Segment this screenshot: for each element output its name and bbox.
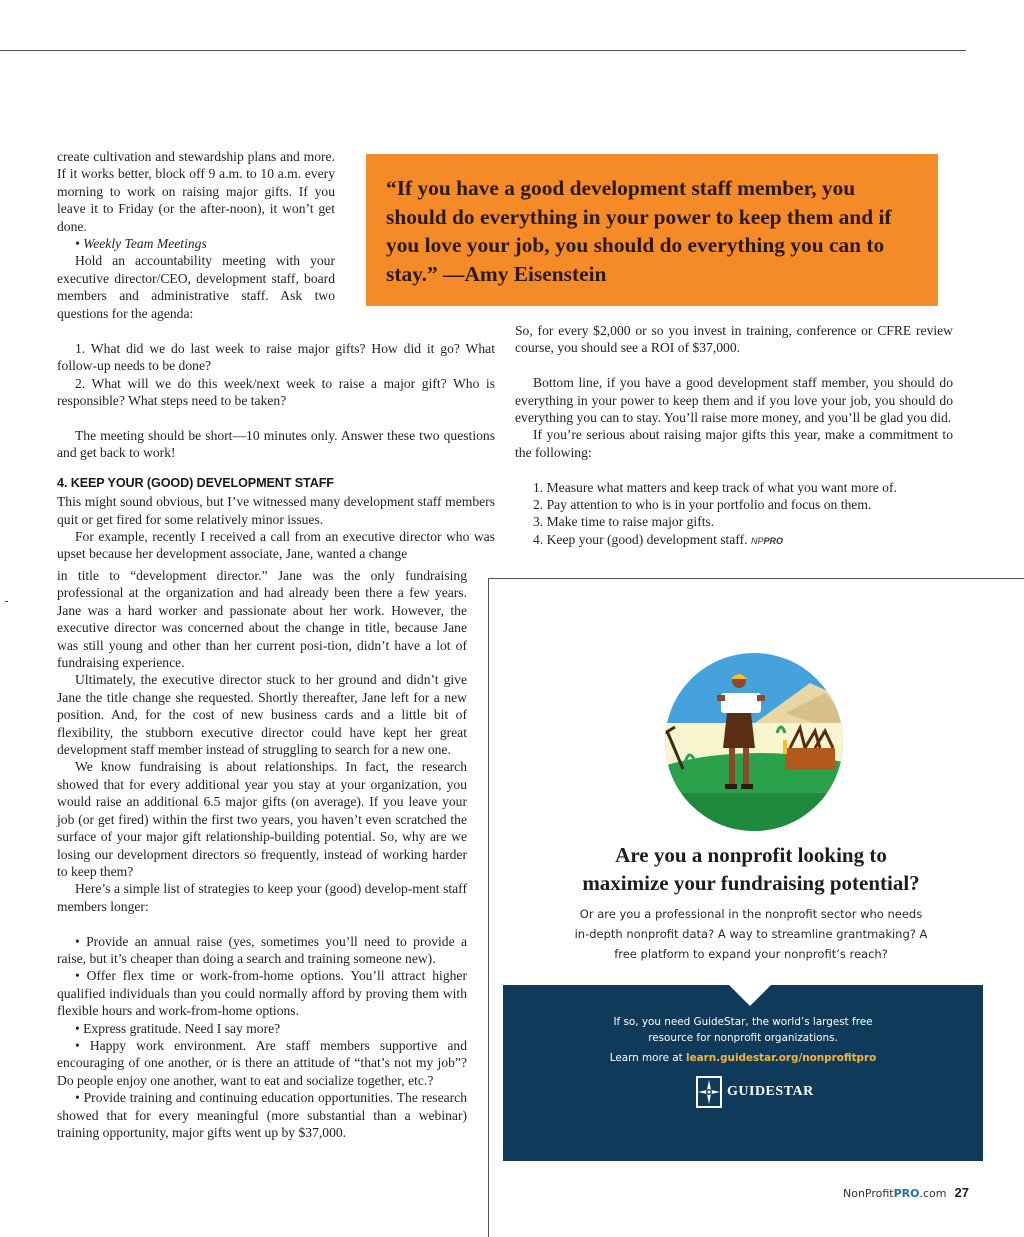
list-item: 3. Make time to raise major gifts. bbox=[533, 514, 715, 530]
paragraph: So, for every $2,000 or so you invest in training, conference or CFRE review course, you should see a ROI of $37,000. bbox=[515, 323, 953, 356]
paragraph: Ultimately, the executive director stuck to her ground and didn’t give Jane the title change she requested. Shortly thereafter, Jane left for a new position. And, for the cost of new business cards and a little bit of flexibility, the stubborn executive director could have kept her great development staff member instead of struggling to search for a new one. bbox=[57, 672, 467, 758]
list-item: • Provide training and continuing education opportunities. The research showed that for every meaningful (more substantial than a webinar) training opportunity, major gifts went up by $37,000. bbox=[57, 1090, 467, 1140]
woman-in-field-illustration bbox=[665, 653, 843, 831]
ad-body-text: Or are you a professional in the nonprofit sector who needs in-depth nonprofit data? A way to streamline grantmaking? A free platform to expand your nonprofit’s reach? bbox=[574, 907, 928, 961]
ad-cta: Learn more at learn.guidestar.org/nonprofitpro bbox=[609, 1052, 877, 1064]
guidestar-star-icon bbox=[695, 1075, 723, 1109]
ad-band-text: If so, you need GuideStar, the world’s largest free resource for nonprofit organizations. bbox=[613, 1016, 873, 1044]
list-item: 1. Measure what matters and keep track of what you want more of. bbox=[533, 479, 897, 495]
paragraph: in title to “development director.” Jane was the only fundraising professional at the organization and had already been there a few years. Jane was a hard worker and passionate about her work. However, the executive director was concerned about the change in title, because Jane was still young and other than her current posi-tion, didn’t have a lot of fundraising experience. bbox=[57, 568, 467, 671]
paragraph: This might sound obvious, but I’ve witnessed many development staff members quit or get fired for some relatively minor issues. bbox=[57, 494, 495, 527]
pull-quote-box bbox=[366, 154, 938, 306]
paragraph: create cultivation and stewardship plans and more. If it works better, block off 9 a.m. to 10 a.m. every morning to work on raising major gifts. If you leave it to Friday (or the after-noon), it won’t get done. bbox=[57, 149, 335, 234]
paragraph: We know fundraising is about relationships. In fact, the research showed that for every additional year you stay at your organization, you would raise an additional 6.5 major gifts (on average). If you leave your job (or get fired) within the first two years, you haven’t even scratched the surface of your major gift relationship-building potential. So, why are we losing our development directors so frequently, instead of working harder to keep them? bbox=[57, 759, 467, 879]
end-mark: NPPRO bbox=[750, 535, 783, 546]
list-item: • Happy work environment. Are staff members supportive and encouraging of one another, or is there an attitude of “that’s not my job”? Do people enjoy one another, want to eat and socialize together, etc.? bbox=[57, 1037, 467, 1088]
margin-tick bbox=[5, 601, 8, 602]
guidestar-wordmark: GUIDESTAR bbox=[727, 1084, 814, 1099]
left-column-top bbox=[57, 148, 335, 322]
guidestar-ad[interactable] bbox=[503, 585, 983, 1165]
guidestar-link[interactable]: learn.guidestar.org/nonprofitpro bbox=[686, 1052, 877, 1064]
page-number: 27 bbox=[954, 1185, 969, 1200]
paragraph: Here’s a simple list of strategies to keep your (good) develop-ment staff members longer: bbox=[57, 881, 467, 914]
section-heading: 4. KEEP YOUR (GOOD) DEVELOPMENT STAFF bbox=[57, 475, 334, 490]
top-rule bbox=[0, 50, 966, 51]
list-item: 2. Pay attention to who is in your portfolio and focus on them. bbox=[533, 497, 872, 513]
list-item: • Express gratitude. Need I say more? bbox=[75, 1020, 281, 1036]
paragraph: If you’re serious about raising major gifts this year, make a commitment to the following: bbox=[515, 427, 953, 460]
ad-top-rule bbox=[488, 578, 1024, 579]
right-column bbox=[515, 322, 953, 550]
left-column-lower bbox=[57, 567, 467, 1141]
list-item bbox=[515, 531, 953, 550]
list-item: • Offer flex time or work-from-home options. You’ll attract higher qualified individuals than you could normally afford by proving them with flexible hours and work-from-home options. bbox=[57, 968, 467, 1019]
guidestar-logo bbox=[695, 1075, 814, 1109]
paragraph: The meeting should be short—10 minutes only. Answer these two questions and get back to work! bbox=[57, 428, 495, 461]
ad-band bbox=[503, 985, 983, 1161]
agenda-question: 1. What did we do last week to raise major gifts? How did it go? What follow-up needs to be done? bbox=[57, 341, 495, 374]
left-column bbox=[57, 340, 495, 563]
agenda-question: 2. What will we do this week/next week to raise a major gift? Who is responsible? What steps need to be taken? bbox=[57, 375, 495, 409]
list-item-text: 4. Keep your (good) development staff. bbox=[533, 531, 748, 547]
paragraph: For example, recently I received a call from an executive director who was upset because her development associate, Jane, wanted a change bbox=[57, 529, 495, 562]
list-item: • Provide an annual raise (yes, sometimes you’ll need to provide a raise, but it’s cheaper than doing a search and training someone new). bbox=[57, 933, 467, 966]
bullet-title: • Weekly Team Meetings bbox=[75, 236, 207, 252]
ad-heading: Are you a nonprofit looking to maximize your fundraising potential? bbox=[582, 843, 920, 895]
pull-quote-text: “If you have a good development staff member, you should do everything in your power to keep them and if you love your job, you should do everything you can to stay.” —Amy Eisenstein bbox=[386, 176, 892, 286]
site-name: NonProfitPRO.com bbox=[843, 1187, 947, 1200]
page-footer bbox=[843, 1185, 969, 1200]
paragraph: Hold an accountability meeting with your executive director/CEO, development staff, board members and administrative staff. Ask two questions for the agenda: bbox=[57, 253, 335, 321]
paragraph: Bottom line, if you have a good development staff member, you should do everything in your power to keep them and if you love your job, you should do everything you can to stay. You’ll raise more money, and you’ll be glad you did. bbox=[515, 375, 953, 426]
ad-notch bbox=[729, 985, 771, 1006]
column-rule bbox=[488, 578, 489, 1237]
